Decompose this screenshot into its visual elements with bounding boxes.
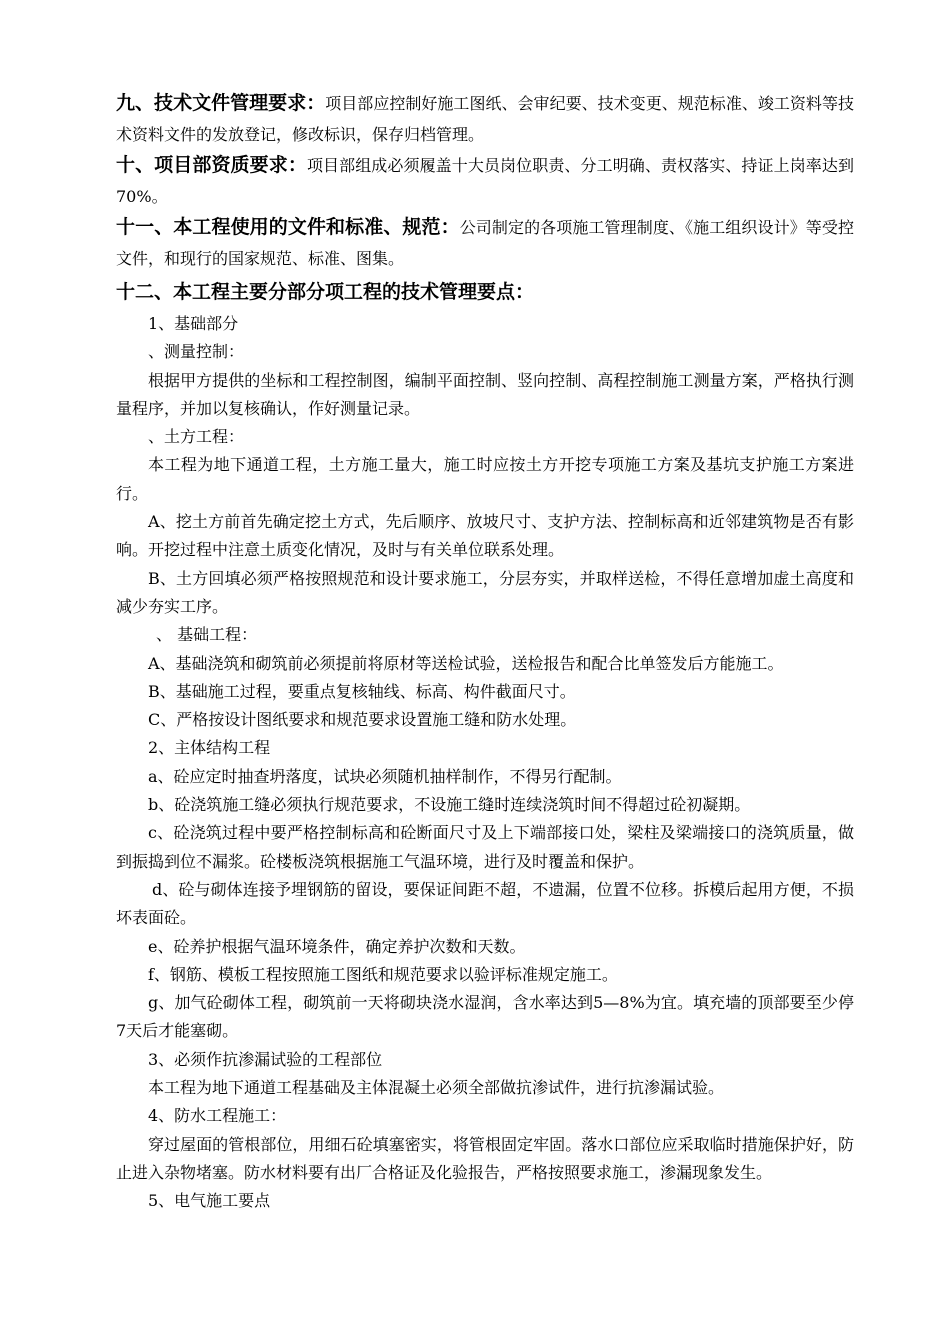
paragraph: B、土方回填必须严格按照规范和设计要求施工，分层夯实，并取样送检，不得任意增加虚土高度和减少夯实工序。 [116,568,854,616]
section-11-heading: 十一、本工程使用的文件和标准、规范： [116,216,460,238]
paragraph: 、 基础工程： [156,625,258,645]
paragraph: 3、必须作抗渗漏试验的工程部位 [148,1049,383,1069]
paragraph: A、挖土方前首先确定挖土方式，先后顺序、放坡尺寸、支护方法、控制标高和近邻建筑物是否有影响。开挖过程中注意土质变化情况，及时与有关单位联系处理。 [116,512,854,560]
section-10-heading: 十、项目部资质要求： [116,154,307,176]
paragraph: g、加气砼砌体工程，砌筑前一天将砌块浇水湿润，含水率达到5—8%为宜。填充墙的顶部要至少停7天后才能塞砌。 [116,993,854,1041]
section-11-body: 公司制定的各项施工管理制度、《施工组织设计》等受控文件，和现行的国家规范、标准、图集。 [116,218,854,268]
paragraph: 4、防水工程施工： [148,1106,287,1126]
paragraph: 本工程为地下通道工程，土方施工量大，施工时应按土方开挖专项施工方案及基坑支护施工方案进行。 [116,455,854,503]
section-9 [116,88,854,150]
paragraph: 本工程为地下通道工程基础及主体混凝土必须全部做抗渗试件，进行抗渗漏试验。 [148,1078,725,1098]
paragraph: C、严格按设计图纸要求和规范要求设置施工缝和防水处理。 [148,710,577,730]
paragraph: 、测量控制： [148,342,245,362]
paragraph: b、砼浇筑施工缝必须执行规范要求，不设施工缝时连续浇筑时间不得超过砼初凝期。 [148,795,751,815]
paragraph: c、砼浇筑过程中要严格控制标高和砼断面尺寸及上下端部接口处，梁柱及梁端接口的浇筑质量，做到振捣到位不漏浆。砼楼板浇筑根据施工气温环境，进行及时覆盖和保护。 [116,823,854,871]
paragraph: 1、基础部分 [148,314,239,333]
paragraph: e、砼养护根据气温环境条件，确定养护次数和天数。 [148,936,526,956]
section-10 [116,150,854,212]
paragraph: 、土方工程： [148,427,245,447]
paragraph: 穿过屋面的管根部位，用细石砼填塞密实，将管根固定牢固。落水口部位应采取临时措施保护好，防止进入杂物堵塞。防水材料要有出厂合格证及化验报告，严格按照要求施工，渗漏现象发生。 [116,1134,854,1182]
paragraph: B、基础施工过程，要重点复核轴线、标高、构件截面尺寸。 [148,681,576,701]
paragraph: 2、主体结构工程 [148,738,271,758]
section-10-body: 项目部组成必须履盖十大员岗位职责、分工明确、责权落实、持证上岗率达到70%。 [116,156,854,206]
section-9-heading: 九、技术文件管理要求： [116,92,326,114]
section-12-heading: 十二、本工程主要分部分项工程的技术管理要点： [116,281,535,303]
paragraph: A、基础浇筑和砌筑前必须提前将原材等送检试验，送检报告和配合比单签发后方能施工。 [148,653,784,673]
paragraph: f、钢筋、模板工程按照施工图纸和规范要求以验评标准规定施工。 [148,964,618,984]
section-9-body: 项目部应控制好施工图纸、会审纪要、技术变更、规范标准、竣工资料等技术资料文件的发放登记，修改标识，保存归档管理。 [116,94,854,144]
section-11 [116,212,854,274]
paragraph: 根据甲方提供的坐标和工程控制图，编制平面控制、竖向控制、高程控制施工测量方案，严格执行测量程序，并加以复核确认，作好测量记录。 [116,370,854,418]
paragraph: 5、电气施工要点 [148,1191,271,1211]
paragraph: d、砼与砌体连接予埋钢筋的留设，要保证间距不超，不遗漏，位置不位移。拆模后起用方便，不损坏表面砼。 [116,879,854,928]
document-body [116,88,854,1216]
paragraph: a、砼应定时抽查坍落度，试块必须随机抽样制作，不得另行配制。 [148,766,622,786]
